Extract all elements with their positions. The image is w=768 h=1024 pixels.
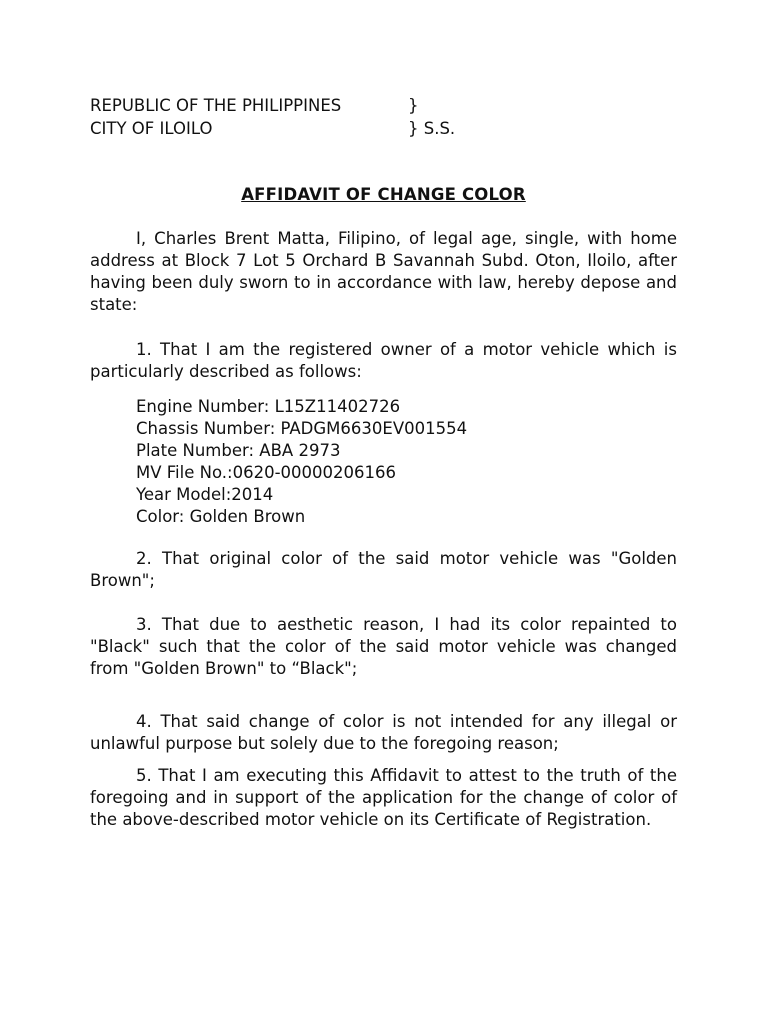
venue-block	[90, 94, 677, 140]
intro-paragraph: I, Charles Brent Matta, Filipino, of legal age, single, with home address at Block 7 Lot 5 Orchard B Savannah Subd. Oton, Iloilo, after having been duly sworn to in accordance with law, hereby depose and state:	[90, 229, 677, 314]
detail-year-model: Year Model:2014	[136, 485, 274, 504]
vehicle-details	[90, 396, 677, 528]
venue-line-city	[90, 117, 677, 140]
venue-city: CITY OF ILOILO	[90, 119, 213, 138]
venue-line-country	[90, 94, 677, 117]
document-page	[90, 94, 677, 831]
venue-bracket: }	[408, 96, 419, 115]
paragraph-5: 5. That I am executing this Affidavit to attest to the truth of the foregoing and in support of the application for the change of color of the above-described motor vehicle on its Certificate of Registration.	[90, 766, 677, 829]
venue-country: REPUBLIC OF THE PHILIPPINES	[90, 96, 342, 115]
document-title: AFFIDAVIT OF CHANGE COLOR	[241, 185, 526, 204]
paragraph-3: 3. That due to aesthetic reason, I had its color repainted to "Black" such that the color of the said motor vehicle was changed from "Golden Brown" to “Black";	[90, 615, 677, 678]
detail-chassis-number: Chassis Number: PADGM6630EV001554	[136, 419, 468, 438]
detail-engine-number: Engine Number: L15Z11402726	[136, 397, 401, 416]
venue-ss: } S.S.	[408, 119, 456, 138]
paragraph-1: 1. That I am the registered owner of a motor vehicle which is particularly described as follows:	[90, 340, 677, 381]
detail-plate-number: Plate Number: ABA 2973	[136, 441, 341, 460]
paragraph-4: 4. That said change of color is not intended for any illegal or unlawful purpose but solely due to the foregoing reason;	[90, 712, 677, 753]
detail-color: Color: Golden Brown	[136, 507, 306, 526]
detail-mv-file-no: MV File No.:0620-00000206166	[136, 463, 396, 482]
paragraph-2: 2. That original color of the said motor vehicle was "Golden Brown";	[90, 549, 677, 590]
